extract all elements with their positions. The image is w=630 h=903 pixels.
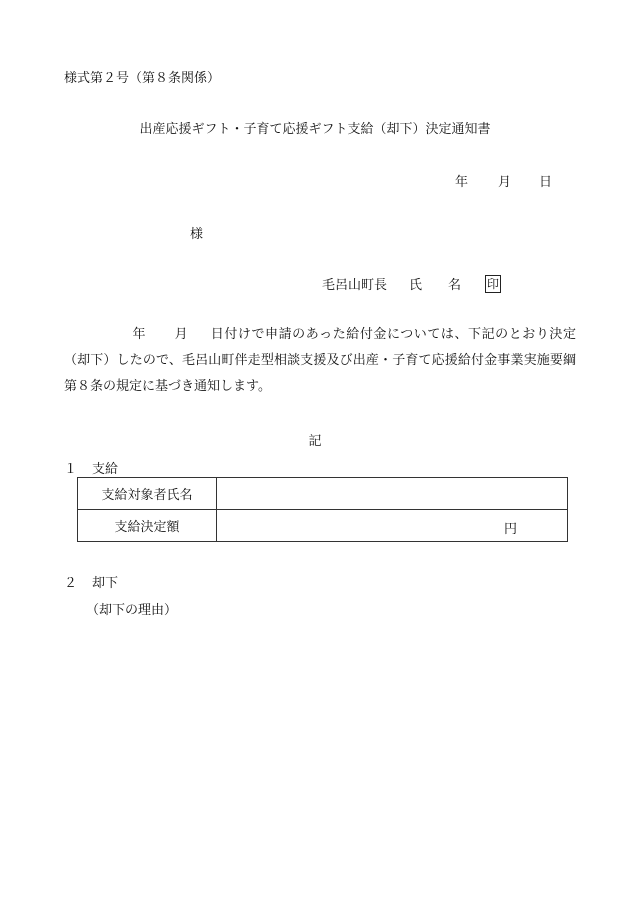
grant-amount-field[interactable]: [217, 510, 568, 542]
notice-body: [64, 322, 576, 400]
section-2-label: 却下: [92, 576, 119, 591]
grant-amount-label: 支給決定額: [78, 510, 217, 542]
grant-table: [77, 477, 568, 542]
yen-unit: 円: [504, 522, 518, 537]
section-1-label: 支給: [92, 462, 119, 477]
recipient-name-field[interactable]: [217, 478, 568, 510]
table-row: [78, 478, 568, 510]
section-2-number: ２: [64, 576, 78, 591]
body-text: 日付けで申請のあった給付金については、下記のとおり決定（却下）したので、毛呂山町伴走型相談支援及び出産・子育て応援給付金事業実施要綱第８条の規定に基づき通知します。: [64, 327, 576, 394]
document-title: 出産応援ギフト・子育て応援ギフト支給（却下）決定通知書: [139, 122, 491, 137]
issuer-name-label-1: 氏: [409, 278, 423, 293]
section-1-number: １: [64, 462, 78, 477]
section-1-heading: [64, 458, 118, 477]
issuer-title: 毛呂山町長: [322, 278, 388, 293]
issuer-name-label-2: 名: [448, 278, 462, 293]
body-month-label: 月: [174, 327, 189, 342]
date-year-label: 年: [455, 175, 469, 190]
recipient-name-label: 支給対象者氏名: [78, 478, 217, 510]
seal-mark: 印: [487, 276, 500, 291]
rejection-reason-label: （却下の理由）: [86, 603, 178, 618]
table-row: [78, 510, 568, 542]
addressee-suffix: 様: [190, 227, 204, 242]
body-year-label: 年: [132, 327, 147, 342]
issue-date: [455, 171, 555, 190]
date-month-label: 月: [498, 175, 512, 190]
ki-heading: 記: [308, 434, 322, 449]
form-number: 様式第２号（第８条関係）: [64, 71, 221, 86]
issuer-block: [322, 274, 501, 293]
date-day-label: 日: [539, 175, 553, 190]
section-2-heading: [64, 572, 118, 591]
